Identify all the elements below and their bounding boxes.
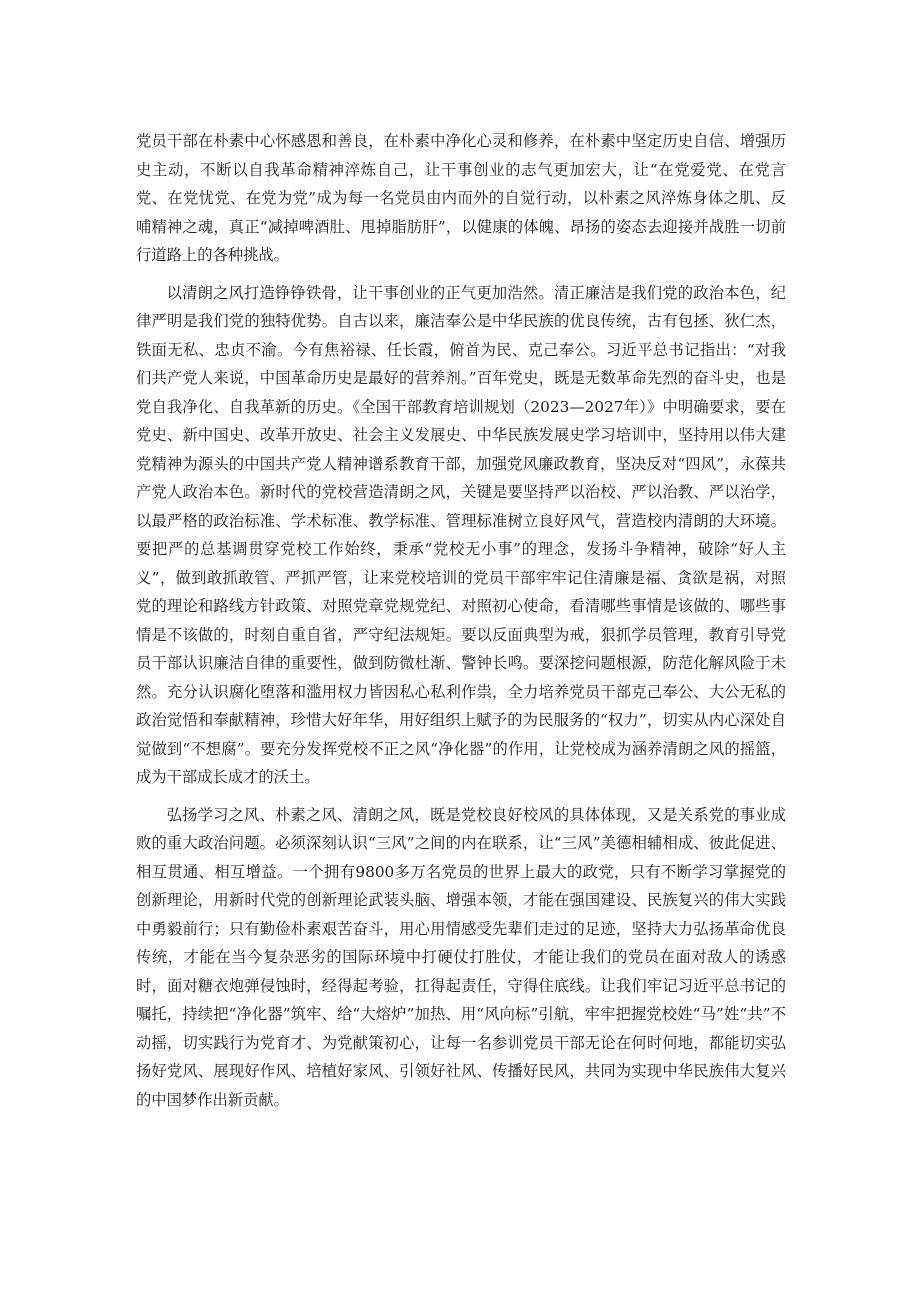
document-body [136, 127, 786, 1114]
paragraph-clean-wind: 以清朗之风打造铮铮铁骨，让干事创业的正气更加浩然。清正廉洁是我们党的政治本色，纪律严明是我们党的独特优势。自古以来，廉洁奉公是中华民族的优良传统，古有包拯、狄仁杰，铁面无私、忠贞不渝。今有焦裕禄、任长霞，俯首为民、克己奉公。习近平总书记指出：“对我们共产党人来说，中国革命历史是最好的营养剂。”百年党史，既是无数革命先烈的奋斗史，也是党自我净化、自我革新的历史。《全国干部教育培训规划（2023—2027年）》中明确要求，要在党史、新中国史、改革开放史、社会主义发展史、中华民族发展史学习培训中，坚持用以伟大建党精神为源头的中国共产党人精神谱系教育干部，加强党风廉政教育，坚决反对“四风”，永葆共产党人政治本色。新时代的党校营造清朗之风，关键是要坚持严以治校、严以治教、严以治学，以最严格的政治标准、学术标准、教学标准、管理标准树立良好风气，营造校内清朗的大环境。要把严的总基调贯穿党校工作始终，秉承“党校无小事”的理念，发扬斗争精神，破除“好人主义”，做到敢抓敢管、严抓严管，让来党校培训的党员干部牢牢记住清廉是福、贪欲是祸，对照党的理论和路线方针政策、对照党章党规党纪、对照初心使命，看清哪些事情是该做的、哪些事情是不该做的，时刻自重自省，严守纪法规矩。要以反面典型为戒，狠抓学员管理，教育引导党员干部认识廉洁自律的重要性，做到防微杜渐、警钟长鸣。要深挖问题根源，防范化解风险于未然。充分认识腐化堕落和滥用权力皆因私心私利作祟，全力培养党员干部克己奉公、大公无私的政治觉悟和奉献精神，珍惜大好年华，用好组织上赋予的为民服务的“权力”，切实从内心深处自觉做到“不想腐”。要充分发挥党校不正之风“净化器”的作用，让党校成为涵养清朗之风的摇篮，成为干部成长成才的沃土。 [136, 283, 786, 786]
paragraph-continuation: 党员干部在朴素中心怀感恩和善良，在朴素中净化心灵和修养，在朴素中坚定历史自信、增强历史主动，不断以自我革命精神淬炼自己，让干事创业的志气更加宏大，让“在党爱党、在党言党、在党忧党、在党为党”成为每一名党员由内而外的自觉行动，以朴素之风淬炼身体之肌、反哺精神之魂，真正“减掉啤酒肚、甩掉脂肪肝”，以健康的体魄、昂扬的姿态去迎接并战胜一切前行道路上的各种挑战。 [136, 132, 786, 264]
paragraph-conclusion: 弘扬学习之风、朴素之风、清朗之风，既是党校良好校风的具体体现，又是关系党的事业成败的重大政治问题。必须深刻认识“三风”之间的内在联系，让“三风”美德相辅相成、彼此促进、相互贯通、相互增益。一个拥有9800多万名党员的世界上最大的政党，只有不断学习掌握党的创新理论，用新时代党的创新理论武装头脑、增强本领，才能在强国建设、民族复兴的伟大实践中勇毅前行；只有勤俭朴素艰苦奋斗，用心用情感受先辈们走过的足迹，坚持大力弘扬革命优良传统，才能在当今复杂恶劣的国际环境中打硬仗打胜仗，才能让我们的党员在面对敌人的诱惑时，面对糖衣炮弹侵蚀时，经得起考验，扛得起责任，守得住底线。让我们牢记习近平总书记的嘱托，持续把“净化器”筑牢、给“大熔炉”加热、用“风向标”引航，牢牢把握党校姓“马”姓“共”不动摇，切实践行为党育才、为党献策初心，让每一名参训党员干部无论在何时何地，都能切实弘扬好党风、展现好作风、培植好家风、引领好社风、传播好民风，共同为实现中华民族伟大复兴的中国梦作出新贡献。 [136, 805, 786, 1109]
